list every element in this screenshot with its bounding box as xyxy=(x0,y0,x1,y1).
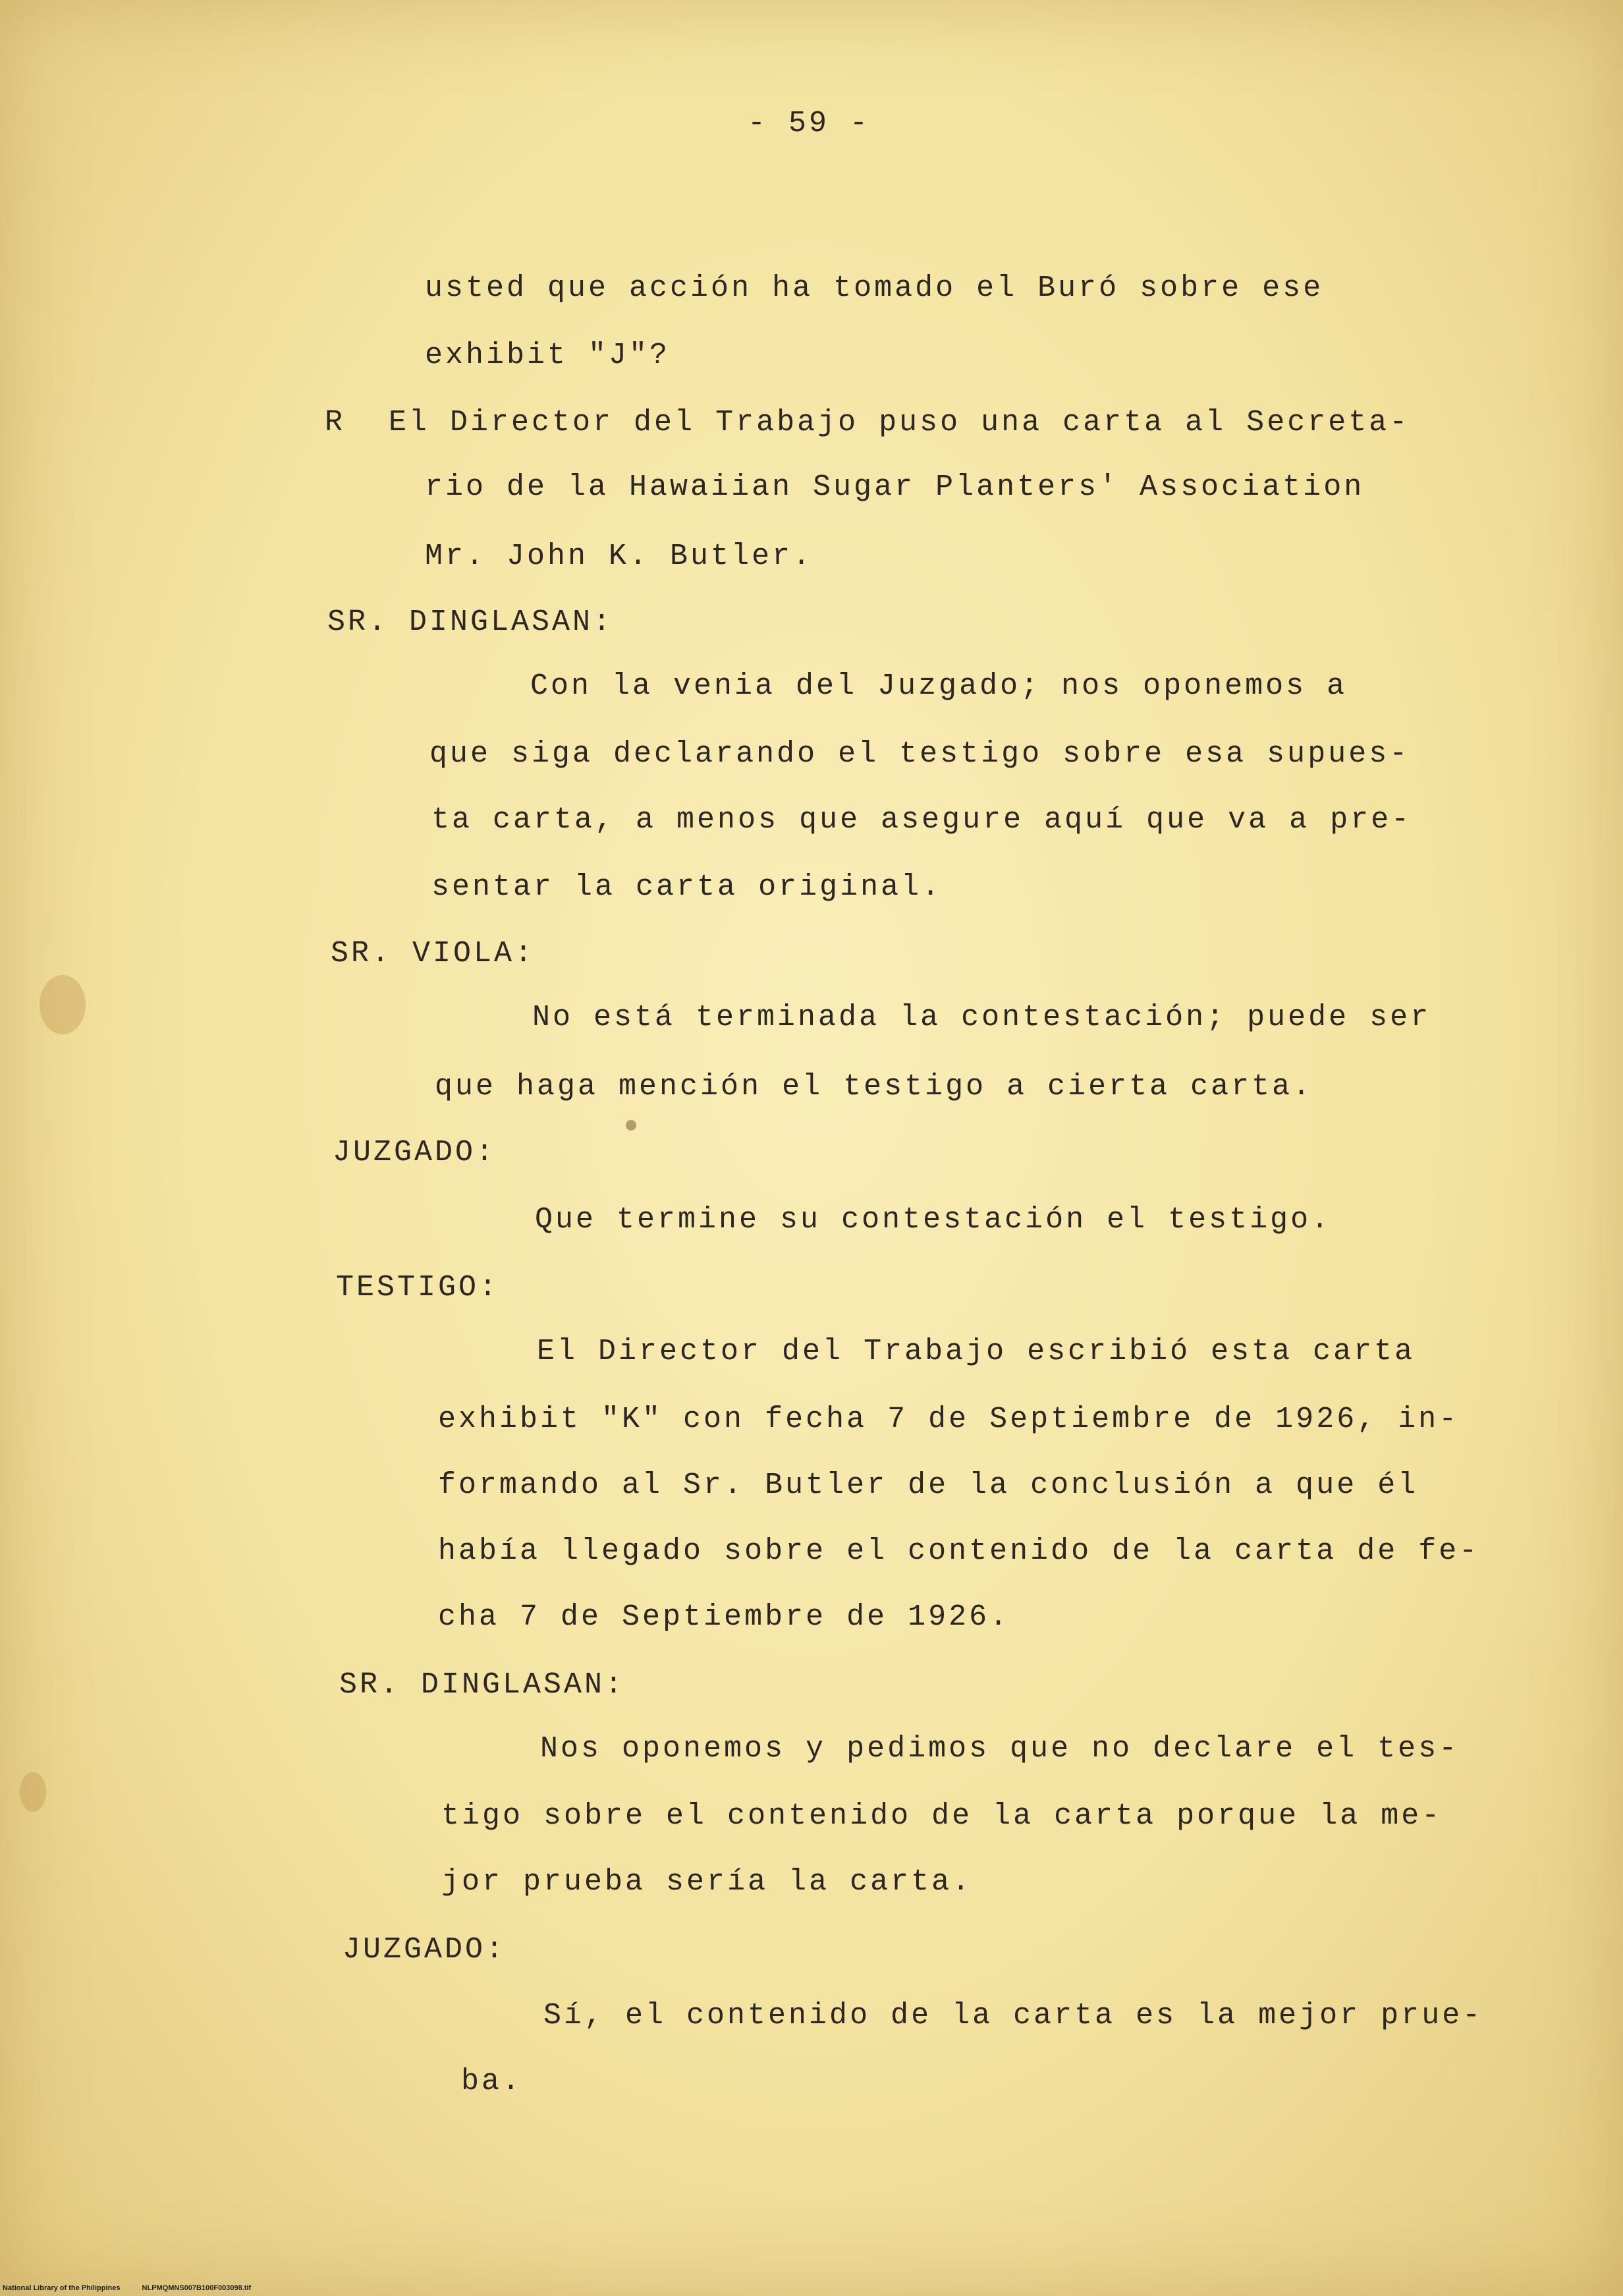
answer-marker: R xyxy=(325,406,346,439)
speaker-label: SR. DINGLASAN: xyxy=(339,1668,626,1702)
text-line: usted que acción ha tomado el Buró sobre ese xyxy=(425,271,1324,305)
text-line: había llegado sobre el contenido de la carta de fe- xyxy=(438,1534,1480,1568)
text-line: Con la venia del Juzgado; nos oponemos a xyxy=(530,669,1348,703)
text-line: tigo sobre el contenido de la carta porque la me- xyxy=(441,1799,1443,1833)
file-id: NLPMQMNS007B100F003098.tif xyxy=(142,2284,252,2292)
text-line: sentar la carta original. xyxy=(431,870,943,904)
speaker-label: SR. VIOLA: xyxy=(331,937,536,970)
text-line: Sí, el contenido de la carta es la mejor prue- xyxy=(543,1999,1483,2032)
scan-footer xyxy=(3,2284,271,2292)
stain xyxy=(40,975,86,1034)
ink-spot xyxy=(626,1120,636,1131)
library-name: National Library of the Philippines xyxy=(3,2284,121,2292)
page-number: - 59 - xyxy=(748,107,871,140)
text-line: que siga declarando el testigo sobre esa supues- xyxy=(429,737,1410,771)
text-line: ba. xyxy=(461,2065,523,2098)
stain xyxy=(20,1772,46,1812)
text-line: rio de la Hawaiian Sugar Planters' Association xyxy=(425,470,1365,504)
text-line: Mr. John K. Butler. xyxy=(425,540,813,573)
text-line: No está terminada la contestación; puede ser xyxy=(532,1001,1431,1034)
text-line: cha 7 de Septiembre de 1926. xyxy=(438,1600,1010,1634)
speaker-label: JUZGADO: xyxy=(343,1933,507,1967)
text-line: exhibit "J"? xyxy=(425,339,671,372)
speaker-label: TESTIGO: xyxy=(336,1271,500,1304)
speaker-label: SR. DINGLASAN: xyxy=(327,605,614,639)
text-line: que haga mención el testigo a cierta carta. xyxy=(435,1070,1313,1104)
text-line: jor prueba sería la carta. xyxy=(441,1865,973,1899)
text-line: exhibit "K" con fecha 7 de Septiembre de 1926, in- xyxy=(438,1403,1460,1436)
text-line: El Director del Trabajo puso una carta al Secreta- xyxy=(389,406,1410,439)
text-line: Que termine su contestación el testigo. xyxy=(535,1203,1332,1237)
text-line: ta carta, a menos que asegure aquí que va a pre- xyxy=(431,803,1412,837)
speaker-label: JUZGADO: xyxy=(333,1136,497,1169)
text-line: formando al Sr. Butler de la conclusión a que él xyxy=(438,1469,1419,1502)
text-line: Nos oponemos y pedimos que no declare el tes- xyxy=(540,1732,1460,1766)
text-line: El Director del Trabajo escribió esta carta xyxy=(537,1335,1416,1368)
